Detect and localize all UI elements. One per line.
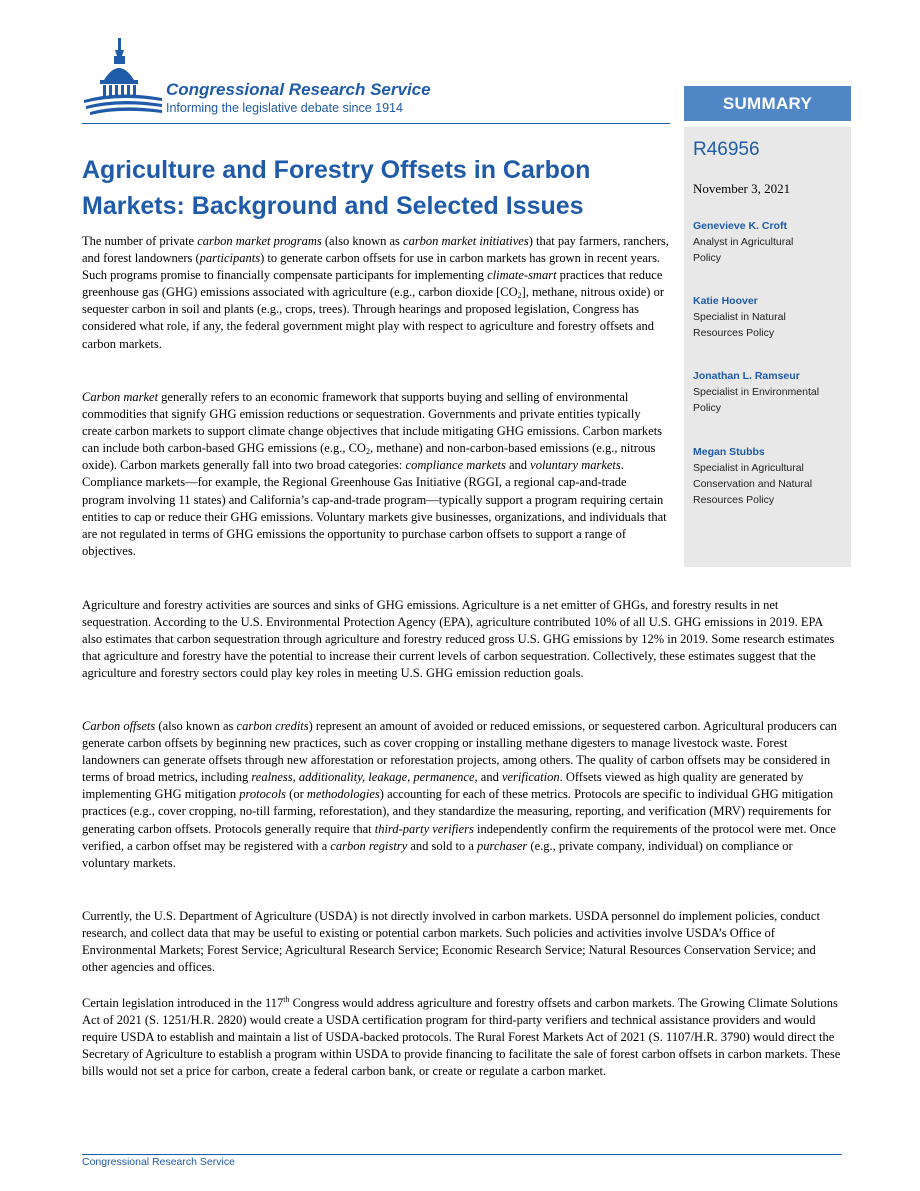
author-role: Specialist in Environmental <box>693 386 820 398</box>
report-title <box>82 152 642 224</box>
footer-divider <box>82 1154 842 1155</box>
report-number: R46956 <box>693 139 760 160</box>
summary-paragraph: Currently, the U.S. Department of Agriculture (USDA) is not directly involved in carbon markets. USDA personnel do implement policies, conduct research, and collect data that may be useful to existing or potential carbon markets. Such policies and activities involve USDA’s Office of Environmental Markets; Forest Service; Agricultural Research Service; Economic Research Service; Natural Resources Conservation Service; and other agencies and offices. <box>82 909 820 975</box>
header-divider <box>82 123 670 124</box>
author-block <box>693 218 848 266</box>
footer-org-name: Congressional Research Service <box>82 1156 235 1168</box>
author-role: Resources Policy <box>693 327 775 339</box>
author-name: Megan Stubbs <box>693 446 765 458</box>
author-name: Jonathan L. Ramseur <box>693 370 800 382</box>
summary-tab: SUMMARY <box>684 86 851 121</box>
crs-capitol-logo <box>82 36 164 125</box>
report-title-line: Markets: Background and Selected Issues <box>82 192 584 220</box>
author-name: Genevieve K. Croft <box>693 220 787 232</box>
report-date: November 3, 2021 <box>693 181 791 196</box>
summary-paragraph: The number of private carbon market programs (also known as carbon market initiatives) that pay farmers, ranchers, and forest landowners (participants) to generate carbon offsets for use in carbon markets has grown in recent years. Such programs promise to financially compensate participants for implementing climate-smart practices that reduce greenhouse gas (GHG) emissions associated with agriculture (e.g., carbon dioxide $[CO_2]$, methane, nitrous oxide) or sequester carbon in soil and plants (e.g., crops, trees). Through hearings and proposed legislation, Congress has considered what role, if any, the federal government might play with respect to agriculture and forestry offsets and carbon markets. <box>82 234 669 351</box>
summary-paragraph: Certain legislation introduced in the 117th Congress would address agriculture and forestry offsets and carbon markets. The Growing Climate Solutions Act of 2021 (S. 1251/H.R. 2820) would create a USDA certification program for third-party verifiers and technical assistance providers and would require USDA to establish and maintain a list of USDA-backed protocols. The Rural Forest Markets Act of 2021 (S. 1107/H.R. 3790) would direct the Secretary of Agriculture to establish a program within USDA to provide financing to facilitate the sale of forest carbon offsets in carbon markets. These bills would not set a price for carbon, create a federal carbon bank, or create or regulate a carbon market. <box>82 995 841 1079</box>
org-name: Congressional Research Service <box>166 80 431 99</box>
summary-paragraph: Agriculture and forestry activities are sources and sinks of GHG emissions. Agriculture is a net emitter of GHGs, and forestry results in net sequestration. According to the U.S. Environmental Protection Agency (EPA), agriculture contributed 10% of all U.S. GHG emissions in 2019. EPA also estimates that carbon sequestration through agriculture and forestry reduced gross U.S. GHG emissions by 12% in 2019. Some research estimates that agriculture and forestry have the potential to increase their current levels of carbon sequestration. Collectively, these estimates suggest that the agriculture and forestry sectors could play key roles in meeting U.S. GHG emission reduction goals. <box>82 598 835 681</box>
report-title-line: Agriculture and Forestry Offsets in Carbon <box>82 156 591 184</box>
summary-paragraph: Carbon offsets (also known as carbon credits) represent an amount of avoided or reduced emissions, or sequestered carbon. Agricultural producers can generate carbon offsets by beginning new practices, such as cover cropping or installing methane digesters to manage livestock waste. Forest landowners can generate offsets through new afforestation or reforestation projects, among others. The quality of carbon offsets may be considered in terms of broad metrics, including realness, additionality, leakage, permanence, and verification. Offsets viewed as high quality are generated by implementing GHG mitigation protocols (or methodologies) accounting for each of these metrics. Protocols are specific to individual GHG mitigation practices (e.g., cover cropping, no-till farming, reforestation), and they standardize the measuring, reporting, and verification (MRV) requirements for generating carbon offsets. Protocols generally require that third-party verifiers independently confirm the requirements of the protocol were met. Once verified, a carbon offset may be registered with a carbon registry and sold to a purchaser (e.g., private company, individual) on compliance or voluntary markets. <box>82 719 837 870</box>
author-role: Policy <box>693 252 722 264</box>
author-role: Policy <box>693 402 722 414</box>
author-name: Katie Hoover <box>693 295 758 307</box>
summary-paragraph: Carbon market generally refers to an economic framework that supports buying and selling of environmental commodities that signify GHG emission reductions or sequestration. Governments and private entities typically create carbon markets to support climate change objectives that include mitigating GHG emissions. Carbon markets can include both carbon-based GHG emissions (e.g., $CO_2$, methane) and non-carbon-based emissions (e.g., nitrous oxide). Carbon markets generally fall into two broad categories: compliance markets and voluntary markets. Compliance markets—for example, the Regional Greenhouse Gas Initiative (RGGI, a regional cap-and-trade program involving 11 states) and California’s cap-and-trade program—typically support a program requiring certain entities to cap or reduce their GHG emissions. Voluntary markets give businesses, organizations, and individuals that are not regulated in terms of GHG emissions the opportunity to purchase carbon offsets to support a range of objectives. <box>82 390 667 558</box>
author-block <box>693 368 848 416</box>
author-role: Resources Policy <box>693 494 775 506</box>
author-role: Specialist in Natural <box>693 311 786 323</box>
author-block <box>693 444 848 508</box>
author-role: Conservation and Natural <box>693 478 813 490</box>
author-role: Specialist in Agricultural <box>693 462 804 474</box>
org-tagline: Informing the legislative debate since 1914 <box>166 101 403 115</box>
author-block <box>693 293 848 341</box>
author-role: Analyst in Agricultural <box>693 236 794 248</box>
